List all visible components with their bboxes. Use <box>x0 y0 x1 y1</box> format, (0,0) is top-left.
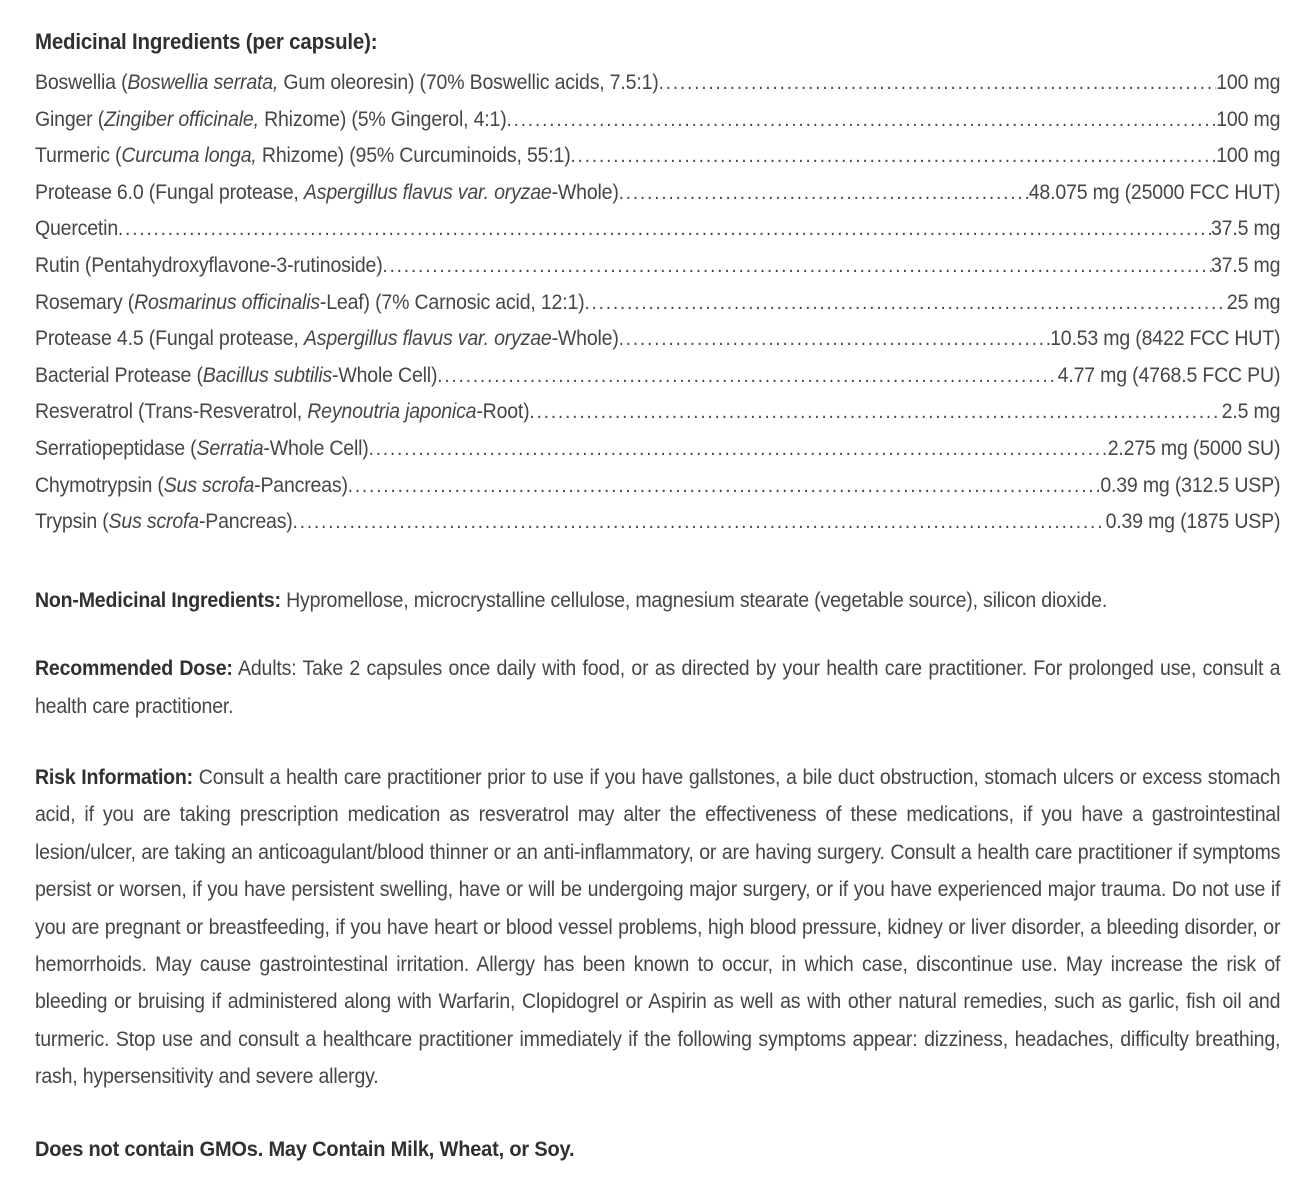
label-document <box>35 28 1280 1164</box>
risk-information-paragraph <box>35 759 1280 1096</box>
ingredient-name: Resveratrol (Trans-Resveratrol, Reynoutria japonica-Root) <box>35 400 530 424</box>
ingredient-row <box>35 211 1280 248</box>
ingredient-row <box>35 138 1280 175</box>
recommended-dose-label: Recommended Dose: <box>35 657 233 681</box>
recommended-dose-paragraph <box>35 650 1280 725</box>
ingredient-amount: 25 mg <box>1226 290 1281 314</box>
ingredient-amount: 4.77 mg (4768.5 FCC PU) <box>1057 363 1281 387</box>
dot-leader <box>529 394 1221 431</box>
ingredient-name: Trypsin (Sus scrofa-Pancreas) <box>35 510 293 534</box>
risk-information-text: Consult a health care practitioner prior to use if you have gallstones, a bile duct obstruction, stomach ulcers or excess stomach acid, if you are taking prescription medication as resveratrol may alter the effectiveness of these medications, if you have a gastrointestinal lesion/ulcer, are taking an anticoagulant/blood thinner or an anti-inflammatory, or are having surgery. Consult a health care practitioner if symptoms persist or worsen, if you have persistent swelling, have or will be undergoing major surgery, or if you have experienced major trauma. Do not use if you are pregnant or breastfeeding, if you have heart or blood vessel problems, high blood pressure, kidney or liver disorder, a bleeding disorder, or hemorrhoids. May cause gastrointestinal irritation. Allergy has been known to occur, in which case, discontinue use. May increase the risk of bleeding or bruising if administered along with Warfarin, Clopidogrel or Aspirin as well as with other natural remedies, such as garlic, fish oil and turmeric. Stop use and consult a healthcare practitioner immediately if the following symptoms appear: dizziness, headaches, difficulty breathing, rash, hypersensitivity and severe allergy. <box>35 765 1281 1089</box>
dot-leader <box>659 65 1217 102</box>
ingredient-row <box>35 102 1280 139</box>
dot-leader <box>619 321 1050 358</box>
ingredient-amount: 37.5 mg <box>1210 217 1281 241</box>
ingredient-amount: 48.075 mg (25000 FCC HUT) <box>1028 180 1281 204</box>
ingredient-amount: 10.53 mg (8422 FCC HUT) <box>1050 327 1281 351</box>
ingredient-name: Protease 6.0 (Fungal protease, Aspergillus flavus var. oryzae-Whole) <box>35 180 619 204</box>
ingredient-name: Serratiopeptidase (Serratia-Whole Cell) <box>35 436 369 460</box>
ingredient-row <box>35 65 1280 102</box>
ingredient-amount: 2.275 mg (5000 SU) <box>1107 436 1281 460</box>
ingredient-name: Chymotrypsin (Sus scrofa-Pancreas) <box>35 473 348 497</box>
non-medicinal-label: Non-Medicinal Ingredients: <box>35 588 281 612</box>
dot-leader <box>507 102 1217 139</box>
dot-leader <box>118 211 1211 248</box>
ingredient-amount: 100 mg <box>1216 107 1281 131</box>
ingredient-amount: 100 mg <box>1216 144 1281 168</box>
ingredient-row <box>35 248 1280 285</box>
ingredient-name: Turmeric (Curcuma longa, Rhizome) (95% Curcuminoids, 55:1) <box>35 144 571 168</box>
ingredient-row <box>35 431 1280 468</box>
dot-leader <box>383 248 1211 285</box>
dot-leader <box>348 468 1101 505</box>
ingredient-name: Rutin (Pentahydroxyflavone-3-rutinoside) <box>35 253 383 277</box>
non-medicinal-paragraph <box>35 582 1280 619</box>
ingredient-amount: 37.5 mg <box>1210 253 1281 277</box>
risk-information-label: Risk Information: <box>35 765 193 789</box>
ingredient-name: Bacterial Protease (Bacillus subtilis-Whole Cell) <box>35 363 438 387</box>
ingredient-row <box>35 394 1280 431</box>
ingredient-name: Protease 4.5 (Fungal protease, Aspergillus flavus var. oryzae-Whole) <box>35 327 619 351</box>
ingredient-row <box>35 321 1280 358</box>
ingredient-name: Boswellia (Boswellia serrata, Gum oleoresin) (70% Boswellic acids, 7.5:1) <box>35 71 659 94</box>
dot-leader <box>571 138 1217 175</box>
dot-leader <box>437 358 1057 395</box>
dot-leader <box>584 285 1226 322</box>
allergen-statement: Does not contain GMOs. May Contain Milk, Wheat, or Soy. <box>35 1136 575 1161</box>
ingredient-row <box>35 468 1280 505</box>
ingredient-amount: 100 mg <box>1216 71 1281 94</box>
ingredient-row <box>35 285 1280 322</box>
recommended-dose-text: Adults: Take 2 capsules once daily with food, or as directed by your health care practitioner. For prolonged use, consult a health care practitioner. <box>35 657 1281 718</box>
ingredient-name: Quercetin <box>35 217 119 241</box>
ingredient-name: Ginger (Zingiber officinale, Rhizome) (5% Gingerol, 4:1) <box>35 107 507 131</box>
ingredient-row <box>35 358 1280 395</box>
non-medicinal-text: Hypromellose, microcrystalline cellulose, magnesium stearate (vegetable source), silicon dioxide. <box>286 588 1108 612</box>
medicinal-ingredients-heading: Medicinal Ingredients (per capsule): <box>35 29 378 54</box>
ingredient-row <box>35 504 1280 541</box>
ingredient-row <box>35 175 1280 212</box>
ingredient-name: Rosemary (Rosmarinus officinalis-Leaf) (7% Carnosic acid, 12:1) <box>35 290 585 314</box>
ingredient-amount: 0.39 mg (1875 USP) <box>1105 510 1281 534</box>
ingredient-amount: 0.39 mg (312.5 USP) <box>1100 473 1281 497</box>
medicinal-ingredients-list <box>35 65 1280 541</box>
ingredient-amount: 2.5 mg <box>1221 400 1281 424</box>
dot-leader <box>619 175 1029 212</box>
dot-leader <box>293 504 1106 541</box>
dot-leader <box>369 431 1108 468</box>
